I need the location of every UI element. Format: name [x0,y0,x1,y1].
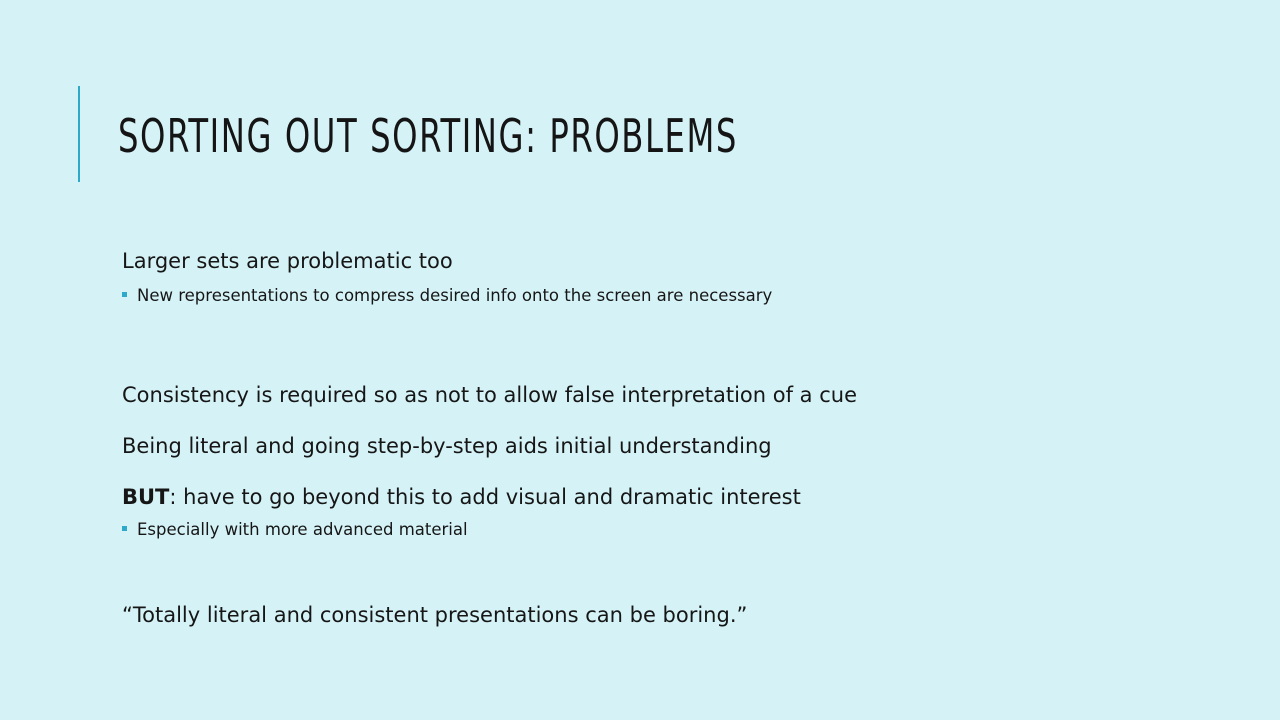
slide-title: SORTING OUT SORTING: PROBLEMS [118,109,738,163]
body-item: Larger sets are problematic too [122,249,453,273]
sub-bullet-text: New representations to compress desired info onto the screen are necessary [137,286,773,305]
title-accent-bar [78,86,80,182]
square-bullet-icon [122,526,127,531]
body-item: Consistency is required so as not to allow false interpretation of a cue [122,383,857,407]
body-item-text: : have to go beyond this to add visual and dramatic interest [169,485,801,509]
quote-item: “Totally literal and consistent presentations can be boring.” [122,603,748,627]
sub-bullet-item [122,519,468,541]
emphasis-text: BUT [122,485,170,509]
sub-bullet-item [122,285,772,307]
square-bullet-icon [122,292,127,297]
body-item: Being literal and going step-by-step aids initial understanding [122,434,772,458]
sub-bullet-text: Especially with more advanced material [137,520,468,539]
body-item [122,483,801,511]
